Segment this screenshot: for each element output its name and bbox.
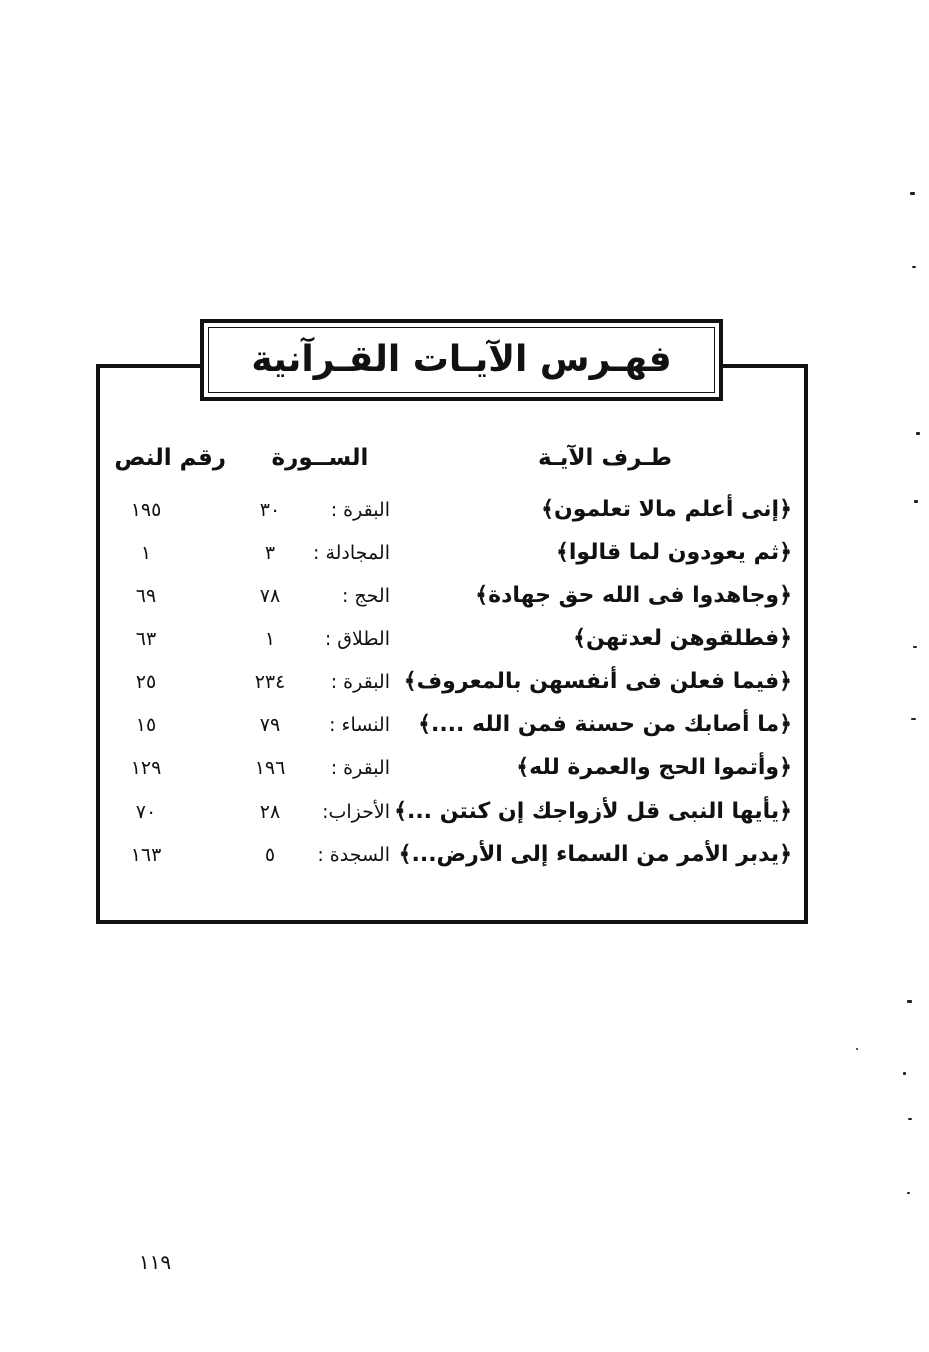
text-number: ١٢٩	[130, 757, 162, 779]
scan-speck	[907, 1192, 910, 1194]
text-number: ١	[140, 542, 152, 564]
text-number: ٦٩	[135, 585, 157, 607]
page-number: ١١٩	[138, 1250, 172, 1274]
title-frame	[200, 319, 723, 401]
verse-excerpt: ﴿يدبر الأمر من السماء إلى الأرض...﴾	[398, 842, 792, 867]
scan-speck	[908, 1118, 912, 1120]
scan-speck	[903, 1072, 906, 1075]
text-number: ١٦٣	[130, 844, 162, 866]
ayah-number: ٣	[264, 542, 276, 564]
header-surah: الســورة	[271, 445, 369, 471]
table-row	[100, 835, 800, 875]
table-row	[100, 748, 800, 788]
scan-speck	[916, 432, 920, 435]
scan-speck	[914, 500, 918, 503]
ayah-number: ٢٣٤	[254, 671, 286, 693]
surah-name: المجادلة :	[313, 542, 390, 564]
scan-speck	[912, 266, 916, 268]
table-row	[100, 662, 800, 702]
surah-name: الأحزاب:	[322, 801, 390, 823]
ayah-number: ٢٨	[259, 801, 281, 823]
surah-name: البقرة :	[330, 671, 390, 693]
ayah-number: ١	[264, 628, 276, 650]
table-row	[100, 576, 800, 616]
surah-name: الحج :	[341, 585, 390, 607]
surah-name: الطلاق :	[324, 628, 390, 650]
table-row	[100, 619, 800, 659]
table-row	[100, 792, 800, 832]
table-row	[100, 490, 800, 530]
text-number: ٢٥	[135, 671, 157, 693]
verse-excerpt: ﴿وأتموا الحج والعمرة لله﴾	[516, 755, 792, 780]
ayah-number: ٧٩	[259, 714, 281, 736]
surah-name: البقرة :	[330, 757, 390, 779]
header-text-number: رقم النص	[114, 445, 226, 471]
verse-excerpt: ﴿ثم يعودون لما قالوا﴾	[555, 540, 792, 565]
text-number: ١٩٥	[130, 499, 162, 521]
verse-excerpt: ﴿فطلقوهن لعدتهن﴾	[573, 626, 792, 651]
text-number: ٦٣	[135, 628, 157, 650]
ayah-number: ١٩٦	[254, 757, 286, 779]
text-number: ١٥	[135, 714, 157, 736]
header-verse: طـرف الآيـة	[537, 445, 672, 471]
scan-speck	[856, 1048, 858, 1050]
surah-name: البقرة :	[330, 499, 390, 521]
ayah-number: ٣٠	[259, 499, 281, 521]
scan-speck	[910, 192, 915, 195]
verse-excerpt: ﴿يأيها النبى قل لأزواجك إن كنتن ...﴾	[394, 799, 792, 824]
surah-name: السجدة :	[317, 844, 390, 866]
text-number: ٧٠	[135, 801, 157, 823]
scan-speck	[913, 646, 917, 648]
ayah-number: ٧٨	[259, 585, 281, 607]
verse-excerpt: ﴿وجاهدوا فى الله حق جهادة﴾	[475, 583, 792, 608]
scan-speck	[907, 1000, 912, 1003]
verse-excerpt: ﴿إنى أعلم مالا تعلمون﴾	[541, 497, 792, 522]
index-title: فهـرس الآيـات القـرآنية	[251, 339, 672, 380]
ayah-number: ٥	[264, 844, 276, 866]
table-row	[100, 533, 800, 573]
verse-excerpt: ﴿ما أصابك من حسنة فمن الله ....﴾	[418, 712, 792, 737]
surah-name: النساء :	[329, 714, 390, 736]
table-row	[100, 705, 800, 745]
scan-speck	[911, 718, 916, 720]
verse-excerpt: ﴿فيما فعلن فى أنفسهن بالمعروف﴾	[403, 669, 792, 694]
